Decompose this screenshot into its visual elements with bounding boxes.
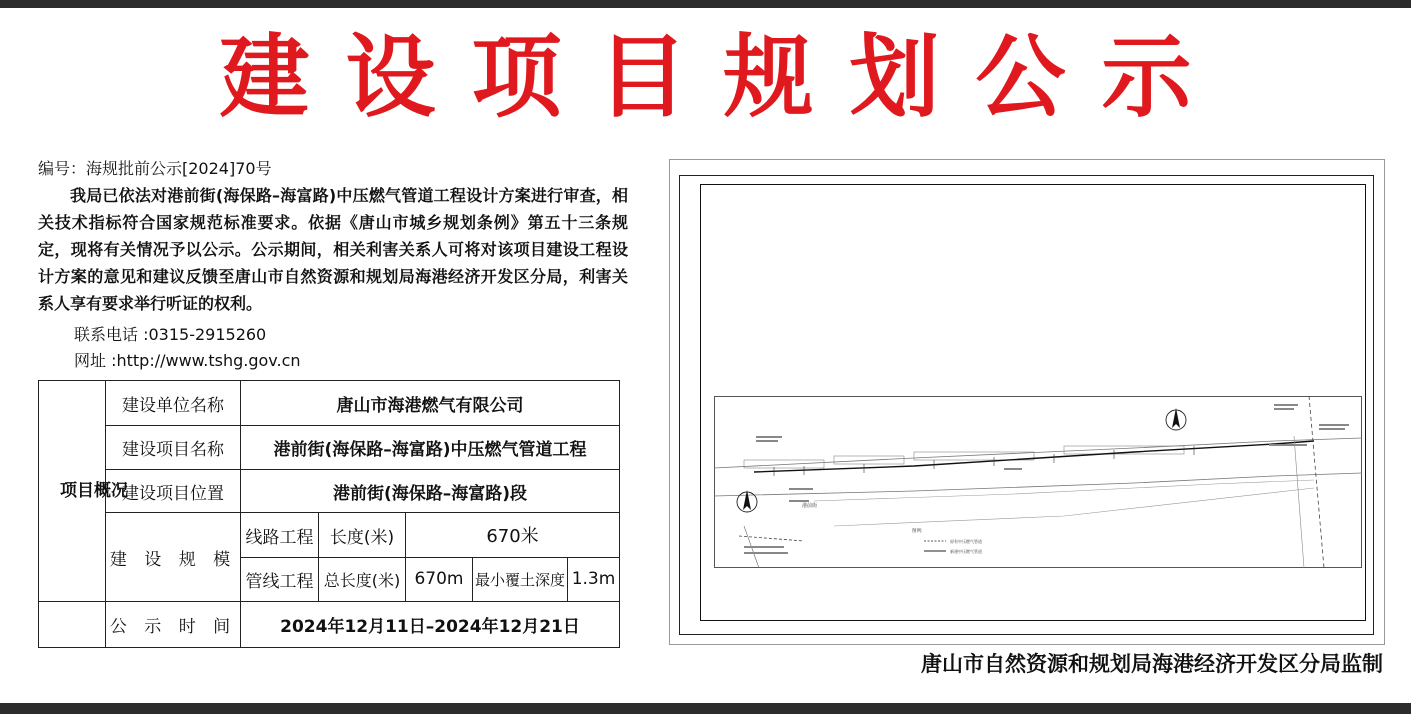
notice-body: 我局已依法对港前街(海保路–海富路)中压燃气管道工程设计方案进行审查，相关技术指标符合国家规范标准要求。依据《唐山市城乡规划条例》第五十三条规定，现将有关情况予以公示。公示期间，相关利害关系人可将对该项目建设工程设计方案的意见和建议反馈至唐山市自然资源和规划局海港经济开发区分局，利害关系人享有要求举行听证的权利。 — [38, 186, 628, 313]
name-label: 建设项目名称 — [106, 426, 241, 470]
contact-website: 网址 :http://www.tshg.gov.cn — [74, 351, 301, 370]
pipe-label: 管线工程 — [241, 557, 319, 601]
location-label: 建设项目位置 — [106, 470, 241, 513]
legend-title: 图例: — [912, 529, 923, 534]
document-number: 编号：海规批前公示[2024]70号 — [38, 159, 272, 178]
scale-label: 建 设 规 模 — [106, 513, 241, 601]
total-length-value: 670m — [406, 557, 473, 601]
legend-item-1: 原有中压燃气管道 — [950, 539, 982, 544]
min-cover-label: 最小覆土深度 — [473, 557, 568, 601]
pipeline-plan-drawing — [714, 396, 1362, 568]
road-label: 港前街 — [802, 503, 818, 509]
unit-value: 唐山市海港燃气有限公司 — [241, 381, 620, 426]
unit-label: 建设单位名称 — [106, 381, 241, 426]
project-info-table — [38, 380, 620, 648]
location-value: 港前街(海保路–海富路)段 — [241, 470, 620, 513]
period-label: 公 示 时 间 — [106, 601, 241, 647]
line-label: 线路工程 — [241, 513, 319, 557]
min-cover-value: 1.3m — [568, 557, 620, 601]
contact-phone: 联系电话 :0315-2915260 — [74, 325, 267, 344]
length-label: 长度(米) — [319, 513, 406, 557]
section-label-text: 项目概况 — [60, 480, 128, 501]
supervisor-footer: 唐山市自然资源和规划局海港经济开发区分局监制 — [921, 652, 1383, 676]
legend-item-2: 新建中压燃气管道 — [950, 549, 982, 554]
page-title: 建设项目规划公示 — [219, 25, 1228, 130]
name-value: 港前街(海保路–海富路)中压燃气管道工程 — [241, 426, 620, 470]
length-value: 670米 — [406, 513, 620, 557]
total-length-label: 总长度(米) — [319, 557, 406, 601]
top-bar — [0, 0, 1411, 8]
section-label — [39, 381, 128, 602]
period-value: 2024年12月11日–2024年12月21日 — [241, 601, 620, 647]
bottom-bar — [0, 703, 1411, 714]
